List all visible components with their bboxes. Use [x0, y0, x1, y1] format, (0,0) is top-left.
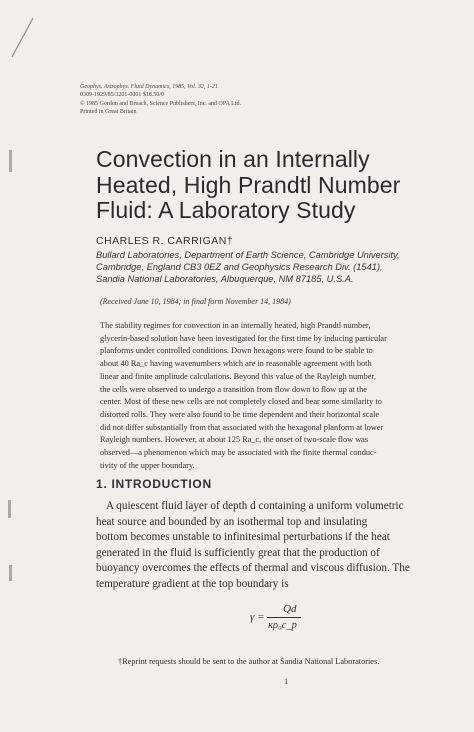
title-line: Convection in an Internally [96, 146, 370, 172]
copyright-line: © 1985 Gordon and Breach, Science Publishers, Inc. and OPA Ltd. [80, 100, 241, 107]
scan-edge-mark [9, 150, 12, 172]
equation-lhs: γ = [250, 611, 265, 623]
author-name: CHARLES R. CARRIGAN† [96, 235, 234, 247]
intro-line: generated in the fluid is sufficiently great that the production of [96, 546, 380, 559]
section-heading-introduction: 1. INTRODUCTION [96, 477, 212, 491]
scan-edge-mark [9, 565, 12, 581]
equation-numerator: Qd [283, 603, 297, 615]
introduction-text [96, 499, 466, 593]
intro-line: A quiescent fluid layer of depth d containing a uniform volumetric [106, 500, 404, 512]
intro-line: heat source and bounded by an isothermal top and insulating [96, 515, 368, 528]
abstract-line: tivity of the upper boundary. [100, 460, 195, 470]
intro-line: bottom becomes unstable to infinitesimal perturbations if the heat [96, 531, 390, 544]
title-line: Heated, High Prandtl Number [96, 171, 401, 198]
scan-edge-mark [8, 500, 11, 518]
received-dates: (Received June 10, 1984; in final form November 14, 1984) [100, 297, 291, 306]
equation-denominator: κρ₀c_p [268, 620, 297, 631]
intro-line: buoyancy overcomes the effects of thermal and viscous diffusion. The [96, 562, 410, 575]
page-number: 1 [284, 676, 289, 686]
title-line: Fluid: A Laboratory Study [96, 197, 356, 223]
affiliation-line: Sandia National Laboratories, Albuquerque, NM 87185, U.S.A. [96, 274, 354, 285]
author-affiliation [96, 249, 466, 286]
paper-title [96, 147, 436, 224]
journal-citation: Geophys. Astrophys. Fluid Dynamics, 1985, Vol. 32, 1-21 [80, 84, 218, 90]
journal-header [80, 83, 360, 116]
abstract-line: glycerin-based solution have been investigated for the first time by inducing particular [100, 333, 387, 343]
abstract-line: the cells were observed to undergo a transition from flow down to flow up at the [100, 384, 367, 394]
abstract-line: linear and finite amplitude calculations. Beyond this value of the Rayleigh number, [100, 371, 376, 381]
abstract-line: planforms under controlled conditions. Down hexagons were found to be stable to [100, 346, 373, 356]
abstract [100, 320, 460, 472]
fraction-bar [267, 617, 301, 618]
abstract-line: Rayleigh numbers. However, at about 125 Ra_c, the onset of two-scale flow was [100, 435, 369, 445]
affiliation-line: Bullard Laboratories, Department of Earth Science, Cambridge University, [96, 250, 400, 260]
printed-line: Printed in Great Britain [80, 108, 137, 115]
abstract-line: did not differ substantially from that associated with the hexagonal planform at lower [100, 422, 384, 432]
affiliation-line: Cambridge, England CB3 0EZ and Geophysics Research Div. (1541), [96, 262, 383, 273]
pen-stroke [12, 18, 33, 57]
intro-line: temperature gradient at the top boundary is [96, 577, 289, 590]
footnote: †Reprint requests should be sent to the author at Sandia National Laboratories. [118, 657, 380, 666]
abstract-line: observed—a phenomenon which may be associated with the finite thermal conduc- [100, 448, 377, 458]
abstract-line: center. Most of these new cells are not completely closed and bear some similarity to [100, 397, 382, 407]
abstract-line: The stability regimes for convection in an internally heated, high Prandtl number, [100, 321, 371, 330]
abstract-line: about 40 Ra_c having wavenumbers which are in reasonable agreement with both [100, 359, 372, 369]
abstract-line: distorted rolls. They were also found to be time dependent and their horizontal scale [100, 409, 380, 419]
issn-line: 0309-1929/85/3201-0001 $18.50/0 [80, 92, 164, 99]
